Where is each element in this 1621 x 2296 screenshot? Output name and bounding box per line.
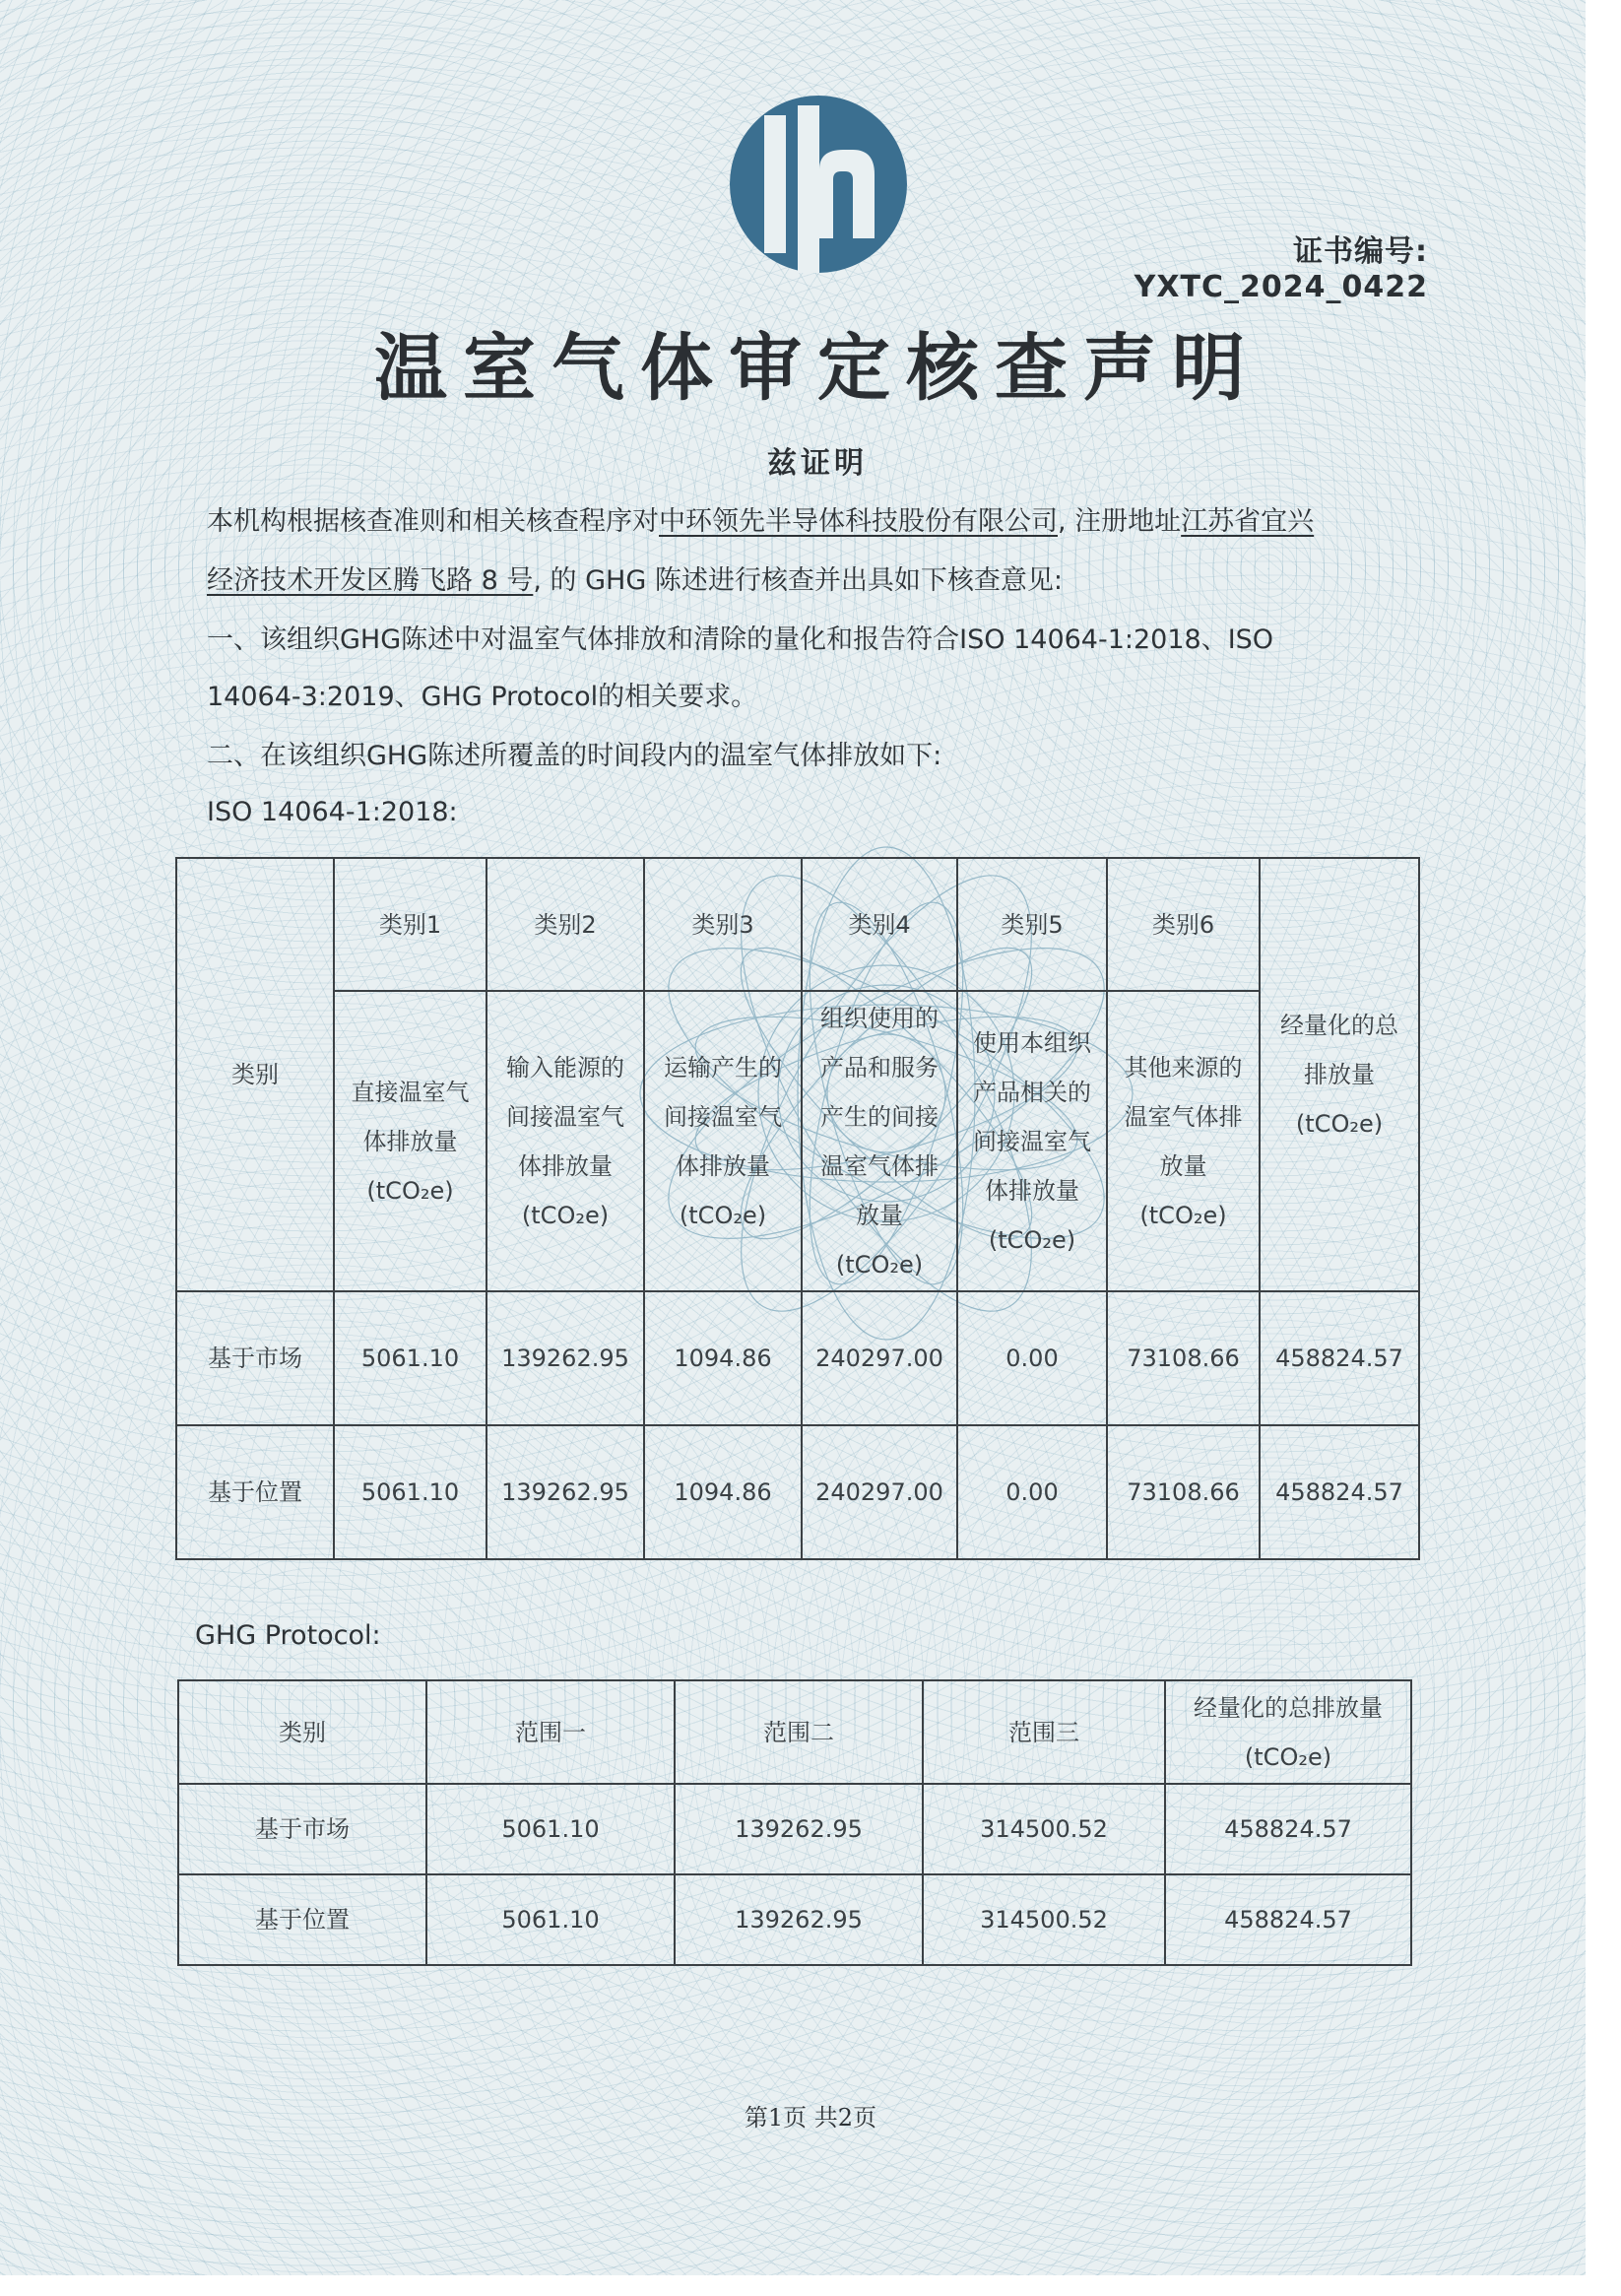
category-label: 类别3	[644, 858, 802, 991]
header-line: 经量化的总	[1280, 1012, 1398, 1039]
table-cell: 314500.52	[923, 1874, 1165, 1965]
statement-paragraph-line-1	[207, 502, 1314, 542]
row-label: 基于市场	[176, 1291, 334, 1425]
page-subtitle: 兹证明	[767, 446, 868, 481]
header-line: 温室气体排	[1124, 1102, 1243, 1131]
unit-label: (tCO₂e)	[1244, 1742, 1332, 1771]
registered-address: 经济技术开发区腾飞路 8 号	[207, 565, 534, 596]
table-row	[178, 1784, 1411, 1874]
ghg-table-label: GHG Protocol:	[195, 1620, 381, 1651]
table-row	[176, 1425, 1419, 1559]
page-margin	[1586, 0, 1621, 2296]
iso-emissions-table	[175, 857, 1420, 1560]
unit-label: (tCO₂e)	[988, 1225, 1076, 1254]
conformity-statement-line-2: 14064-3:2019、GHG Protocol的相关要求。	[207, 682, 758, 712]
table-cell: 458824.57	[1260, 1291, 1419, 1425]
table-cell: 139262.95	[486, 1425, 644, 1559]
table-cell: 458824.57	[1165, 1784, 1411, 1874]
certificate-number: 证书编号: YXTC_2024_0422	[1134, 234, 1428, 304]
header-line: 体排放量	[362, 1127, 458, 1155]
statement-text: 本机构根据核查准则和相关核查程序对	[207, 506, 659, 537]
total-emissions-header	[1165, 1680, 1411, 1784]
header-line: 放量	[1159, 1151, 1207, 1180]
statement-text: , 注册地址	[1058, 506, 1182, 537]
header-line: 经量化的总排放量	[1194, 1693, 1383, 1722]
header-line: 体排放量	[676, 1151, 770, 1180]
table-cell: 5061.10	[426, 1784, 675, 1874]
total-emissions-header	[1260, 858, 1419, 1291]
table-cell: 458824.57	[1260, 1425, 1419, 1559]
unit-label: (tCO₂e)	[1139, 1201, 1227, 1229]
statement-text: , 的 GHG 陈述进行核查并出具如下核查意见:	[533, 565, 1063, 596]
category-description	[1107, 991, 1260, 1291]
category-description	[802, 991, 957, 1291]
category-label: 类别2	[486, 858, 644, 991]
table-cell: 314500.52	[923, 1784, 1165, 1874]
header-line: 体排放量	[518, 1151, 613, 1180]
unit-label: (tCO₂e)	[679, 1201, 767, 1229]
scope-header: 范围三	[923, 1680, 1165, 1784]
scope-header: 范围二	[675, 1680, 923, 1784]
table-cell: 5061.10	[426, 1874, 675, 1965]
row-label: 基于市场	[178, 1784, 426, 1874]
page-title: 温室气体审定核查声明	[374, 326, 1261, 411]
table-cell: 1094.86	[644, 1291, 802, 1425]
header-line: 放量	[856, 1201, 903, 1229]
header-line: 排放量	[1304, 1061, 1375, 1088]
conformity-statement-line-1: 一、该组织GHG陈述中对温室气体排放和清除的量化和报告符合ISO 14064-1:2018、ISO	[207, 624, 1274, 655]
table-cell: 5061.10	[334, 1291, 486, 1425]
table-row	[176, 1291, 1419, 1425]
scope-header: 范围一	[426, 1680, 675, 1784]
page-number: 第1页 共2页	[744, 2104, 877, 2132]
table-cell: 1094.86	[644, 1425, 802, 1559]
table-row	[178, 1874, 1411, 1965]
table-cell: 240297.00	[802, 1425, 957, 1559]
table-cell: 0.00	[957, 1425, 1107, 1559]
header-line: 使用本组织	[973, 1028, 1091, 1057]
statement-paragraph-line-2	[207, 561, 1063, 601]
category-label: 类别6	[1107, 858, 1260, 991]
emissions-intro: 二、在该组织GHG陈述所覆盖的时间段内的温室气体排放如下:	[207, 741, 942, 771]
table-cell: 458824.57	[1165, 1874, 1411, 1965]
ghg-protocol-table	[177, 1679, 1412, 1966]
row-label: 基于位置	[176, 1425, 334, 1559]
registered-address: 江苏省宜兴	[1181, 506, 1315, 537]
header-line: 组织使用的	[820, 1004, 939, 1032]
header-line: 间接温室气	[664, 1102, 782, 1131]
table-cell: 139262.95	[486, 1291, 644, 1425]
table-cell: 139262.95	[675, 1874, 923, 1965]
header-line: 产品和服务	[820, 1053, 939, 1082]
header-line: 温室气体排	[820, 1151, 939, 1180]
header-line: 直接温室气	[351, 1078, 470, 1106]
organization-name: 中环领先半导体科技股份有限公司	[659, 506, 1058, 537]
category-header: 类别	[178, 1680, 426, 1784]
table-cell: 5061.10	[334, 1425, 486, 1559]
category-label: 类别1	[334, 858, 486, 991]
category-description	[486, 991, 644, 1291]
table-cell: 0.00	[957, 1291, 1107, 1425]
organization-logo-icon	[725, 91, 912, 278]
category-label: 类别5	[957, 858, 1107, 991]
unit-label: (tCO₂e)	[366, 1176, 454, 1205]
category-description	[334, 991, 486, 1291]
unit-label: (tCO₂e)	[1295, 1110, 1384, 1138]
header-line: 产生的间接	[820, 1102, 939, 1131]
header-line: 输入能源的	[506, 1053, 624, 1082]
table-cell: 240297.00	[802, 1291, 957, 1425]
table-cell: 139262.95	[675, 1784, 923, 1874]
header-line: 间接温室气	[506, 1102, 624, 1131]
header-line: 其他来源的	[1124, 1053, 1243, 1082]
category-label: 类别4	[802, 858, 957, 991]
category-description	[644, 991, 802, 1291]
unit-label: (tCO₂e)	[835, 1250, 924, 1279]
header-line: 体排放量	[985, 1176, 1079, 1205]
header-line: 运输产生的	[664, 1053, 782, 1082]
header-line: 产品相关的	[973, 1078, 1091, 1106]
row-label: 基于位置	[178, 1874, 426, 1965]
category-header: 类别	[176, 858, 334, 1291]
unit-label: (tCO₂e)	[521, 1201, 610, 1229]
category-description	[957, 991, 1107, 1291]
table-cell: 73108.66	[1107, 1291, 1260, 1425]
header-line: 间接温室气	[973, 1127, 1091, 1155]
table-cell: 73108.66	[1107, 1425, 1260, 1559]
iso-table-label: ISO 14064-1:2018:	[207, 797, 458, 827]
